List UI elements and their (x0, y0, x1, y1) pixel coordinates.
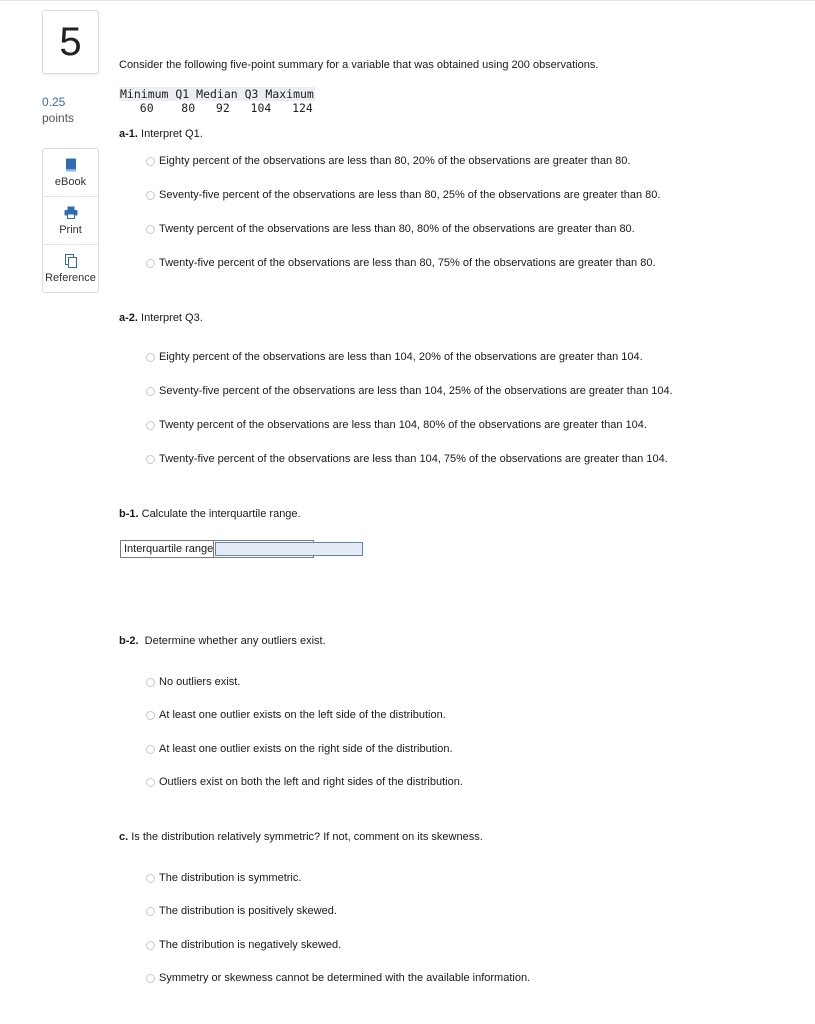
points-value: 0.25 (42, 95, 66, 109)
part-c-label: c. Is the distribution relatively symmetric? If not, comment on its skewness. (119, 831, 483, 843)
a1-option-1[interactable]: Eighty percent of the observations are less than 80, 20% of the observations are greater than 80. (146, 155, 630, 167)
radio-button[interactable] (146, 678, 155, 687)
print-label: Print (59, 224, 82, 236)
iqr-answer-row (120, 540, 314, 558)
reference-label: Reference (45, 272, 96, 284)
radio-button[interactable] (146, 387, 155, 396)
a1-option-2[interactable]: Seventy-five percent of the observations are less than 80, 25% of the observations are greater than 80. (146, 189, 660, 201)
radio-button[interactable] (146, 157, 155, 166)
book-icon (65, 157, 77, 172)
c-option-2[interactable]: The distribution is positively skewed. (146, 905, 337, 917)
a2-option-1[interactable]: Eighty percent of the observations are less than 104, 20% of the observations are greater than 104. (146, 351, 643, 363)
part-a1-label: a-1. Interpret Q1. (119, 128, 203, 140)
radio-button[interactable] (146, 974, 155, 983)
radio-button[interactable] (146, 455, 155, 464)
a2-option-2[interactable]: Seventy-five percent of the observations are less than 104, 25% of the observations are greater than 104. (146, 385, 673, 397)
part-b1-label: b-1. Calculate the interquartile range. (119, 508, 301, 520)
ebook-button[interactable] (43, 149, 98, 197)
radio-button[interactable] (146, 191, 155, 200)
b2-option-2[interactable]: At least one outlier exists on the left side of the distribution. (146, 709, 446, 721)
a1-option-4[interactable]: Twenty-five percent of the observations are less than 80, 75% of the observations are greater than 80. (146, 257, 656, 269)
tools-panel (42, 148, 99, 293)
radio-button[interactable] (146, 259, 155, 268)
radio-button[interactable] (146, 225, 155, 234)
a2-option-4[interactable]: Twenty-five percent of the observations are less than 104, 75% of the observations are greater than 104. (146, 453, 668, 465)
summary-header: Minimum Q1 Median Q3 Maximum (120, 87, 314, 101)
a1-option-3[interactable]: Twenty percent of the observations are less than 80, 80% of the observations are greater than 80. (146, 223, 635, 235)
radio-button[interactable] (146, 353, 155, 362)
points-label: points (42, 111, 75, 125)
b2-option-3[interactable]: At least one outlier exists on the right side of the distribution. (146, 743, 453, 755)
radio-button[interactable] (146, 711, 155, 720)
print-button[interactable] (43, 197, 98, 245)
reference-icon (65, 253, 77, 268)
radio-button[interactable] (146, 745, 155, 754)
iqr-label: Interquartile range (121, 541, 214, 557)
b2-option-1[interactable]: No outliers exist. (146, 676, 240, 688)
c-option-3[interactable]: The distribution is negatively skewed. (146, 939, 341, 951)
question-prompt: Consider the following five-point summary for a variable that was obtained using 200 observations. (119, 59, 599, 71)
radio-button[interactable] (146, 941, 155, 950)
summary-values: 60 80 92 104 124 (119, 101, 313, 115)
iqr-input[interactable] (215, 542, 363, 556)
radio-button[interactable] (146, 778, 155, 787)
top-divider (0, 0, 815, 1)
reference-button[interactable] (43, 245, 98, 292)
radio-button[interactable] (146, 874, 155, 883)
a2-option-3[interactable]: Twenty percent of the observations are less than 104, 80% of the observations are greater than 104. (146, 419, 647, 431)
b2-option-4[interactable]: Outliers exist on both the left and right sides of the distribution. (146, 776, 463, 788)
printer-icon (64, 205, 78, 220)
five-point-summary (119, 87, 315, 115)
radio-button[interactable] (146, 907, 155, 916)
c-option-4[interactable]: Symmetry or skewness cannot be determined with the available information. (146, 972, 530, 984)
question-number: 5 (42, 10, 99, 74)
radio-button[interactable] (146, 421, 155, 430)
c-option-1[interactable]: The distribution is symmetric. (146, 872, 301, 884)
part-a2-label: a-2. Interpret Q3. (119, 312, 203, 324)
part-b2-label: b-2. Determine whether any outliers exist. (119, 635, 326, 647)
ebook-label: eBook (54, 176, 87, 188)
